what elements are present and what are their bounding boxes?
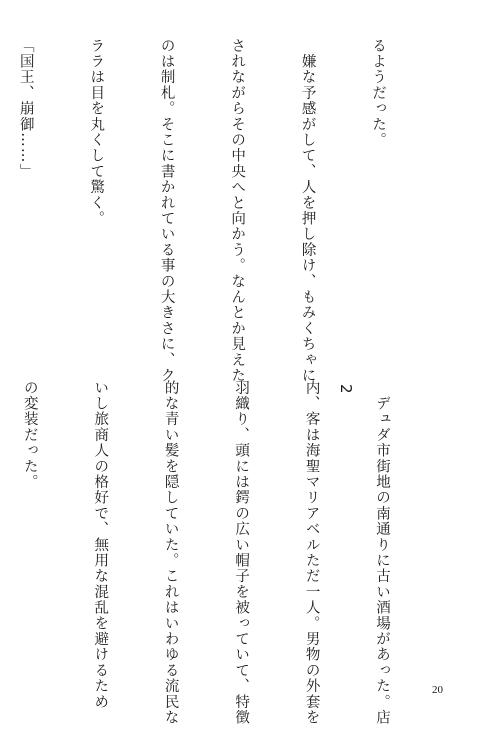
text-line: のは制札。そこに書かれている事の大きさに、ク [158, 38, 175, 384]
text-line: 嫌な予感がして、人を押し除け、もみくちゃに [299, 38, 316, 384]
text-line: 「国王、崩御……」 [17, 38, 34, 180]
text-line: るようだった。 [370, 38, 387, 148]
upper-text-block [0, 38, 436, 384]
text-line: いし旅商人の格好で、無用な混乱を避けるため [92, 380, 109, 710]
text-line: デュダ市街地の南通りに古い酒場があった。店 [374, 380, 391, 726]
section-number: 2 [337, 384, 355, 394]
text-line: 内、客は海聖マリアベルただ一人。男物の外套を [303, 380, 320, 726]
text-line: ララは目を丸くして驚く。 [88, 38, 105, 227]
text-line: 的な青い髪を隠していた。これはいわゆる流民な [162, 380, 179, 726]
page-number: 20 [432, 684, 443, 696]
text-line: の変装だった。 [21, 380, 38, 490]
text-line: されながらその中央へと向かう。なんとか見えた [229, 38, 246, 384]
text-line: 羽織り、頭には鍔の広い帽子を被っていて、特徴 [233, 380, 250, 726]
